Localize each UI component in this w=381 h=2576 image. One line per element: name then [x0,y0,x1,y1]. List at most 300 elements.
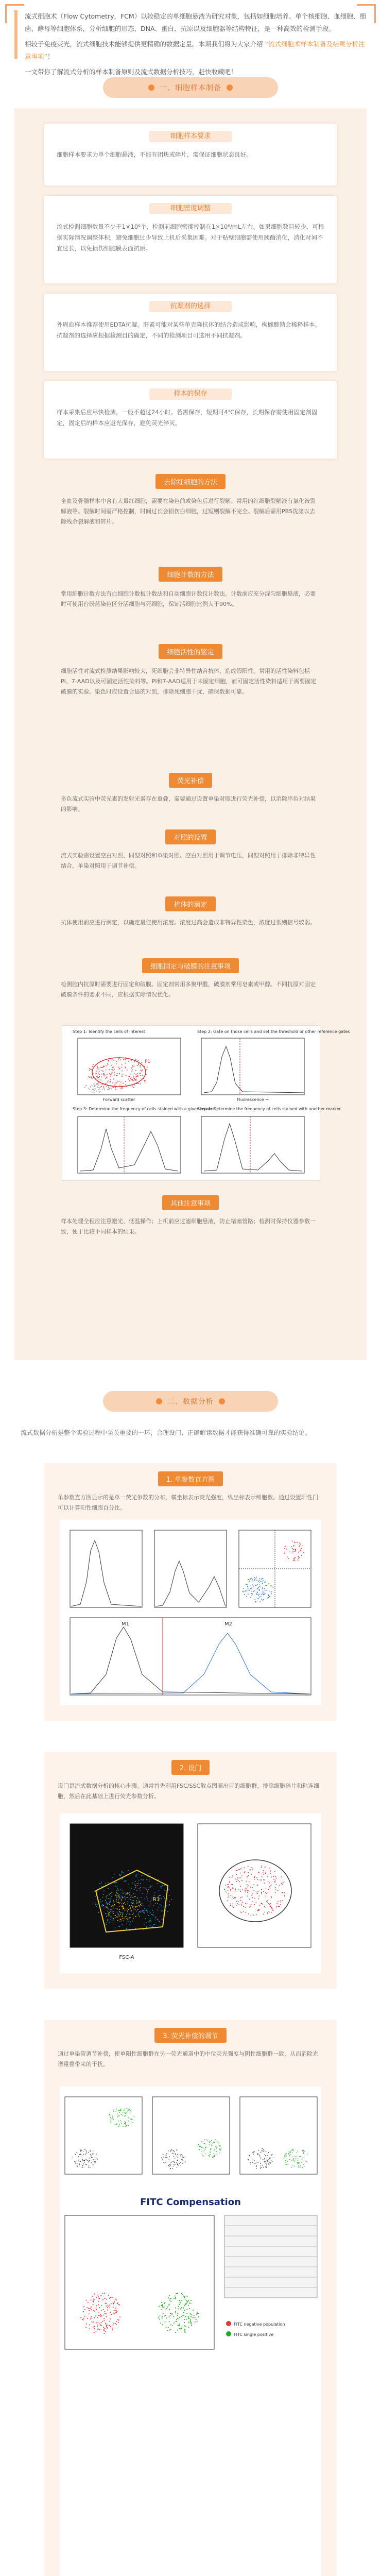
scatter-point [110,1909,111,1910]
scatter-point [118,1895,119,1896]
scatter-point [143,1879,144,1880]
scatter-point [140,1883,141,1884]
scatter-point [290,2151,291,2152]
scatter-point [81,2149,82,2150]
scatter-point [240,1891,241,1892]
scatter-point [189,2320,190,2321]
scatter-point [125,2126,126,2127]
scatter-point [106,2326,107,2327]
scatter-point [116,1061,117,1062]
scatter-point [97,1077,98,1078]
scatter-point [195,2317,196,2318]
scatter-point [261,1581,262,1582]
scatter-point [295,2156,296,2157]
scatter-point [248,1913,249,1914]
scatter-point [94,1083,95,1084]
scatter-point [240,1911,241,1912]
scatter-point [128,1918,129,1919]
scatter-point [114,1075,115,1076]
scatter-point [261,1893,262,1894]
scatter-point [238,1904,239,1905]
scatter-point [122,1087,123,1088]
scatter-point [245,1888,246,1889]
scatter-point [219,2146,220,2147]
scatter-point [94,1086,95,1087]
scatter-point [113,1911,114,1912]
scatter-point [73,2157,74,2158]
scatter-point [120,1889,121,1890]
scatter-point [258,2150,259,2151]
scatter-point [150,1887,151,1888]
scatter-point [109,1898,110,1899]
scatter-point [98,1077,99,1078]
scatter-point [118,1914,119,1916]
scatter-point [135,1881,136,1882]
scatter-point [236,1870,237,1871]
card-title: 抗凝剂的选择 [149,301,232,312]
scatter-point [88,2152,89,2153]
scatter-point [298,1558,299,1560]
scatter-point [299,1546,300,1547]
scatter-point [247,1876,248,1877]
scatter-point [118,2304,119,2305]
scatter-point [124,2110,125,2111]
scatter-point [298,1556,299,1557]
scatter-point [182,2163,183,2164]
scatter-point [118,2320,119,2321]
scatter-point [132,1066,133,1067]
scatter-point [123,2112,124,2113]
scatter-point [130,1893,131,1894]
scatter-point [122,1075,123,1076]
scatter-point [288,2164,289,2165]
scatter-point [124,2123,125,2124]
scatter-point [171,2162,172,2163]
scatter-point [106,2299,107,2300]
scatter-point [162,2158,163,2159]
scatter-point [275,1876,276,1877]
scatter-point [136,1874,137,1875]
scatter-point [113,1908,114,1909]
scatter-point [113,2110,114,2111]
scatter-point [140,1904,141,1905]
scatter-point [134,1073,135,1074]
scatter-point [125,2115,126,2116]
scatter-point [296,2156,297,2157]
scatter-point [232,1887,233,1888]
scatter-point [245,1891,246,1892]
scatter-point [111,1897,112,1899]
scatter-point [110,1917,111,1918]
scatter-point [85,1086,86,1087]
scatter-point [136,1903,137,1904]
scatter-point [188,2316,189,2317]
scatter-point [105,2313,106,2314]
scatter-point [109,1922,110,1923]
scatter-point [111,2121,112,2122]
scatter-point [270,1888,271,1889]
scatter-point [270,2157,271,2158]
scatter-point [124,1903,125,1904]
scatter-point [173,2166,174,2167]
analysis-sub2-title: 2. 设门 [171,1760,210,1775]
scatter-point [121,1899,122,1900]
scatter-point [239,1882,240,1883]
scatter-point [263,1580,264,1581]
scatter-point [153,1905,154,1906]
scatter-point [269,1868,270,1869]
scatter-point [95,1903,96,1904]
scatter-point [255,1602,256,1603]
scatter-point [252,2162,253,2163]
scatter-point [123,1059,124,1060]
scatter-point [261,2152,262,2153]
scatter-point [96,2305,97,2306]
scatter-point [110,1911,111,1912]
scatter-point [115,1082,116,1083]
scatter-point [201,2147,202,2148]
scatter-point [84,2149,85,2150]
scatter-point [107,2310,108,2311]
scatter-point [250,1869,251,1870]
scatter-point [282,1892,283,1893]
scatter-point [122,1906,123,1907]
scatter-point [114,1072,115,1073]
scatter-point [164,2163,165,2164]
scatter-point [254,1580,255,1581]
scatter-point [251,1915,252,1916]
fig1-caption-a: Step 1: Identify the cells of interest [73,1029,145,1034]
scatter-point [258,2162,259,2163]
scatter-point [116,2312,117,2313]
scatter-point [270,1871,271,1872]
scatter-point [180,2301,181,2302]
scatter-point [95,2161,96,2162]
block-viability [61,644,320,701]
scatter-point [122,1909,123,1910]
scatter-point [120,1081,122,1082]
scatter-point [83,2163,84,2164]
analysis-sub2-text: 设门是流式数据分析的核心步骤。通常首先利用FSC/SSC散点图圈出目的细胞群，排除细胞碎片和粘连细胞，然后在此基础上进行荧光参数分析。 [58,1783,320,1800]
scatter-point [107,1920,108,1921]
scatter-point [219,2145,220,2146]
scatter-point [300,1551,301,1552]
scatter-point [163,2157,164,2158]
scatter-point [107,1064,108,1065]
block-text: 常用细胞计数方法有血细胞计数板计数法和自动细胞计数仪计数法。计数前应充分混匀细胞悬液，必要时可使用台盼蓝染色区分活细胞与死细胞，保证活细胞比例大于90%。 [61,590,316,607]
scatter-point [254,1877,255,1878]
analysis-card-1 [44,1463,337,1721]
scatter-point [129,2112,130,2113]
scatter-point [254,1898,255,1899]
scatter-point [232,1875,233,1876]
scatter-point [132,1903,133,1904]
scatter-point [164,1890,165,1891]
scatter-point [235,1889,236,1890]
scatter-point [115,2308,116,2309]
scatter-point [112,1920,113,1921]
scatter-point [250,1870,251,1871]
scatter-point [89,2161,90,2162]
scatter-point [138,1901,140,1902]
scatter-point [245,1907,246,1908]
scatter-point [303,2164,304,2165]
scatter-point [136,1890,137,1891]
scatter-point [215,2142,216,2143]
intro-text-2: 相较于免疫荧光，流式细胞技术能够提供更精确的数据定量。本期我们将为大家介绍 [25,40,265,48]
scatter-point [131,2111,132,2112]
scatter-point [124,1896,125,1897]
scatter-point [92,1089,93,1090]
scatter-point [136,1900,137,1901]
scatter-point [96,2309,97,2310]
scatter-point [132,2119,133,2120]
scatter-point [90,2318,91,2319]
scatter-point [167,2307,168,2308]
scatter-point [168,2304,169,2306]
scatter-point [116,1895,117,1896]
scatter-point [268,1595,269,1596]
scatter-point [183,2307,184,2308]
scatter-point [119,1926,120,1927]
scatter-point [149,1880,150,1882]
scatter-point [100,2325,101,2326]
scatter-point [177,2318,178,2319]
scatter-point [96,2154,97,2155]
scatter-point [186,2303,187,2304]
scatter-point [271,2160,272,2161]
scatter-point [100,1902,101,1903]
scatter-point [141,1071,142,1072]
scatter-point [253,2159,254,2160]
scatter-point [122,1912,123,1913]
scatter-point [166,1890,167,1891]
scatter-point [206,2139,207,2140]
scatter-point [138,1912,140,1913]
scatter-point [105,2328,106,2329]
scatter-point [244,1872,245,1873]
scatter-point [83,2307,84,2308]
scatter-point [259,1578,261,1579]
scatter-point [121,1900,122,1901]
scatter-point [259,1589,260,1590]
scatter-point [250,2164,251,2165]
scatter-point [160,1886,161,1887]
scatter-point [82,2160,83,2161]
scatter-point [100,1079,101,1080]
scatter-point [112,1877,113,1878]
scatter-point [106,1906,107,1907]
scatter-point [251,1578,252,1579]
scatter-point [112,2297,113,2298]
scatter-point [107,1063,108,1064]
scatter-point [175,2158,176,2159]
scatter-point [100,1087,101,1088]
scatter-point [105,2331,106,2332]
scatter-point [244,1594,245,1595]
scatter-point [254,1577,255,1578]
scatter-point [174,2298,175,2299]
scatter-point [175,2298,176,2299]
scatter-point [284,1552,285,1553]
scatter-point [150,1912,151,1913]
scatter-point [111,1073,112,1074]
card-text: 流式检测细胞数量不少于1×10⁶个，检测前细胞密度控制在1×10⁶/mL左右。如果细胞数目较少，可根据实际情况调整体积，避免细胞过少导致上机后采集困难。对于贴壁细胞需使用胰酶消化，消化时间不宜过长，以免损伤细胞膜表面抗原。 [57,223,324,252]
scatter-point [179,2317,180,2318]
scatter-point [126,1914,127,1915]
scatter-point [197,2146,198,2147]
scatter-point [165,2162,166,2163]
scatter-point [293,2150,294,2151]
scatter-point [84,1087,85,1088]
scatter-point [269,1904,270,1905]
scatter-point [302,1546,303,1547]
scatter-point [119,1906,120,1907]
scatter-point [123,1907,124,1908]
scatter-point [126,2126,127,2127]
scatter-point [241,1868,242,1869]
scatter-point [101,2322,102,2323]
scatter-point [144,1905,145,1906]
scatter-point [102,1066,103,1067]
scatter-point [97,1069,98,1070]
scatter-point [89,2310,90,2311]
scatter-point [85,2164,86,2165]
scatter-point [190,2321,191,2322]
scatter-point [116,1917,117,1918]
scatter-point [247,1884,248,1885]
gate-figure [60,1814,321,1973]
intro-paragraph-2 [25,38,370,63]
scatter-point [270,1873,271,1874]
scatter-point [217,2142,218,2143]
scatter-point [97,1083,98,1084]
scatter-point [82,2165,83,2166]
scatter-point [184,2329,185,2330]
scatter-point [181,2307,182,2308]
scatter-point [241,1905,243,1906]
scatter-point [266,1893,267,1894]
scatter-point [127,1901,128,1902]
scatter-point [210,2141,211,2142]
scatter-point [178,2318,179,2319]
scatter-point [86,2164,87,2165]
scatter-point [270,1886,271,1887]
scatter-point [140,1901,141,1902]
card-text: 样本采集后应尽快检测，一般不超过24小时。若需保存，短期可4℃保存，长期保存需使用固定剂固定，固定后的样本应避光保存，避免荧光淬灭。 [57,409,318,427]
scatter-point [272,2161,273,2162]
scatter-point [256,1877,257,1878]
scatter-point [289,2159,290,2160]
scatter-point [146,1922,147,1923]
intro-accent-bar [14,10,18,59]
scatter-point [166,2157,167,2158]
scatter-point [199,2145,200,2146]
scatter-point [96,1073,97,1074]
scatter-point [80,2150,81,2151]
scatter-point [230,1889,231,1890]
gate-r1-label: R1 [152,1896,160,1903]
scatter-point [142,1910,143,1911]
scatter-point [226,1885,227,1886]
scatter-point [114,1085,115,1086]
scatter-point [237,1877,238,1878]
scatter-point [257,1910,258,1911]
scatter-point [106,1083,107,1084]
scatter-point [97,1066,98,1067]
scatter-point [122,1906,123,1907]
scatter-point [148,1889,149,1890]
scatter-point [109,2325,110,2326]
scatter-point [258,1587,259,1588]
scatter-point [258,1895,259,1896]
scatter-point [108,2304,109,2306]
scatter-point [113,2302,114,2303]
scatter-point [261,2159,262,2160]
scatter-point [145,1081,146,1082]
scatter-point [184,2305,185,2306]
scatter-point [262,2150,263,2151]
scatter-point [94,1084,95,1086]
scatter-point [265,2161,266,2162]
scatter-point [131,2119,132,2120]
scatter-point [144,1887,145,1888]
scatter-point [297,2162,298,2163]
scatter-point [108,1908,109,1909]
scatter-point [257,1893,258,1894]
intro-text-1: 流式细胞术（Flow Cytometry，FCM）以较稳定的单细胞悬液为研究对象，包括如细胞培养、单个核细胞、血细胞、细菌、酵母等细胞体系，分析细胞的形态、DNA、蛋白、抗原以及细胞器等结构特征，是一种高效的检测手段。 [25,12,366,32]
scatter-point [145,1918,146,1919]
scatter-point [137,1906,138,1907]
scatter-point [132,1914,133,1916]
scatter-point [300,1550,301,1551]
scatter-point [149,1901,150,1902]
scatter-point [86,1085,87,1086]
scatter-point [130,1924,131,1925]
scatter-point [299,1557,300,1558]
scatter-point [202,2142,203,2143]
intro-highlight: “流式细胞术样本制备及结果分析注意事项” [25,40,365,60]
scatter-point [146,1069,147,1070]
scatter-point [111,1906,112,1907]
scatter-point [212,2143,213,2144]
scatter-point [110,2113,111,2114]
scatter-point [102,1906,103,1907]
scatter-point [122,1890,123,1891]
scatter-point [97,1067,98,1068]
scatter-point [181,2327,182,2328]
scatter-point [284,1896,285,1897]
scatter-point [107,1895,108,1896]
scatter-point [245,1903,246,1904]
scatter-point [259,1584,261,1585]
scatter-point [149,1887,150,1888]
scatter-point [246,1596,247,1597]
scatter-point [212,2144,213,2145]
histogram-frame [201,1038,304,1095]
scatter-point [209,2144,210,2145]
scatter-point [176,2162,177,2163]
block-text: 全血及骨髓样本中含有大量红细胞，需要在染色前或染色后进行裂解。常用的红细胞裂解液有氯化铵裂解液等。裂解时间需严格控制，时间过长会损伤白细胞，过短则裂解不完全。裂解后需用PBS洗涤以去除残余裂解液和碎片。 [61,498,316,525]
scatter-point [161,2309,162,2310]
scatter-point [102,2293,103,2294]
scatter-point [261,1867,262,1868]
scatter-point [92,2296,93,2297]
scatter-point [167,1911,168,1912]
scatter-point [261,1892,262,1893]
scatter-point [140,1070,141,1071]
scatter-point [94,2310,95,2311]
